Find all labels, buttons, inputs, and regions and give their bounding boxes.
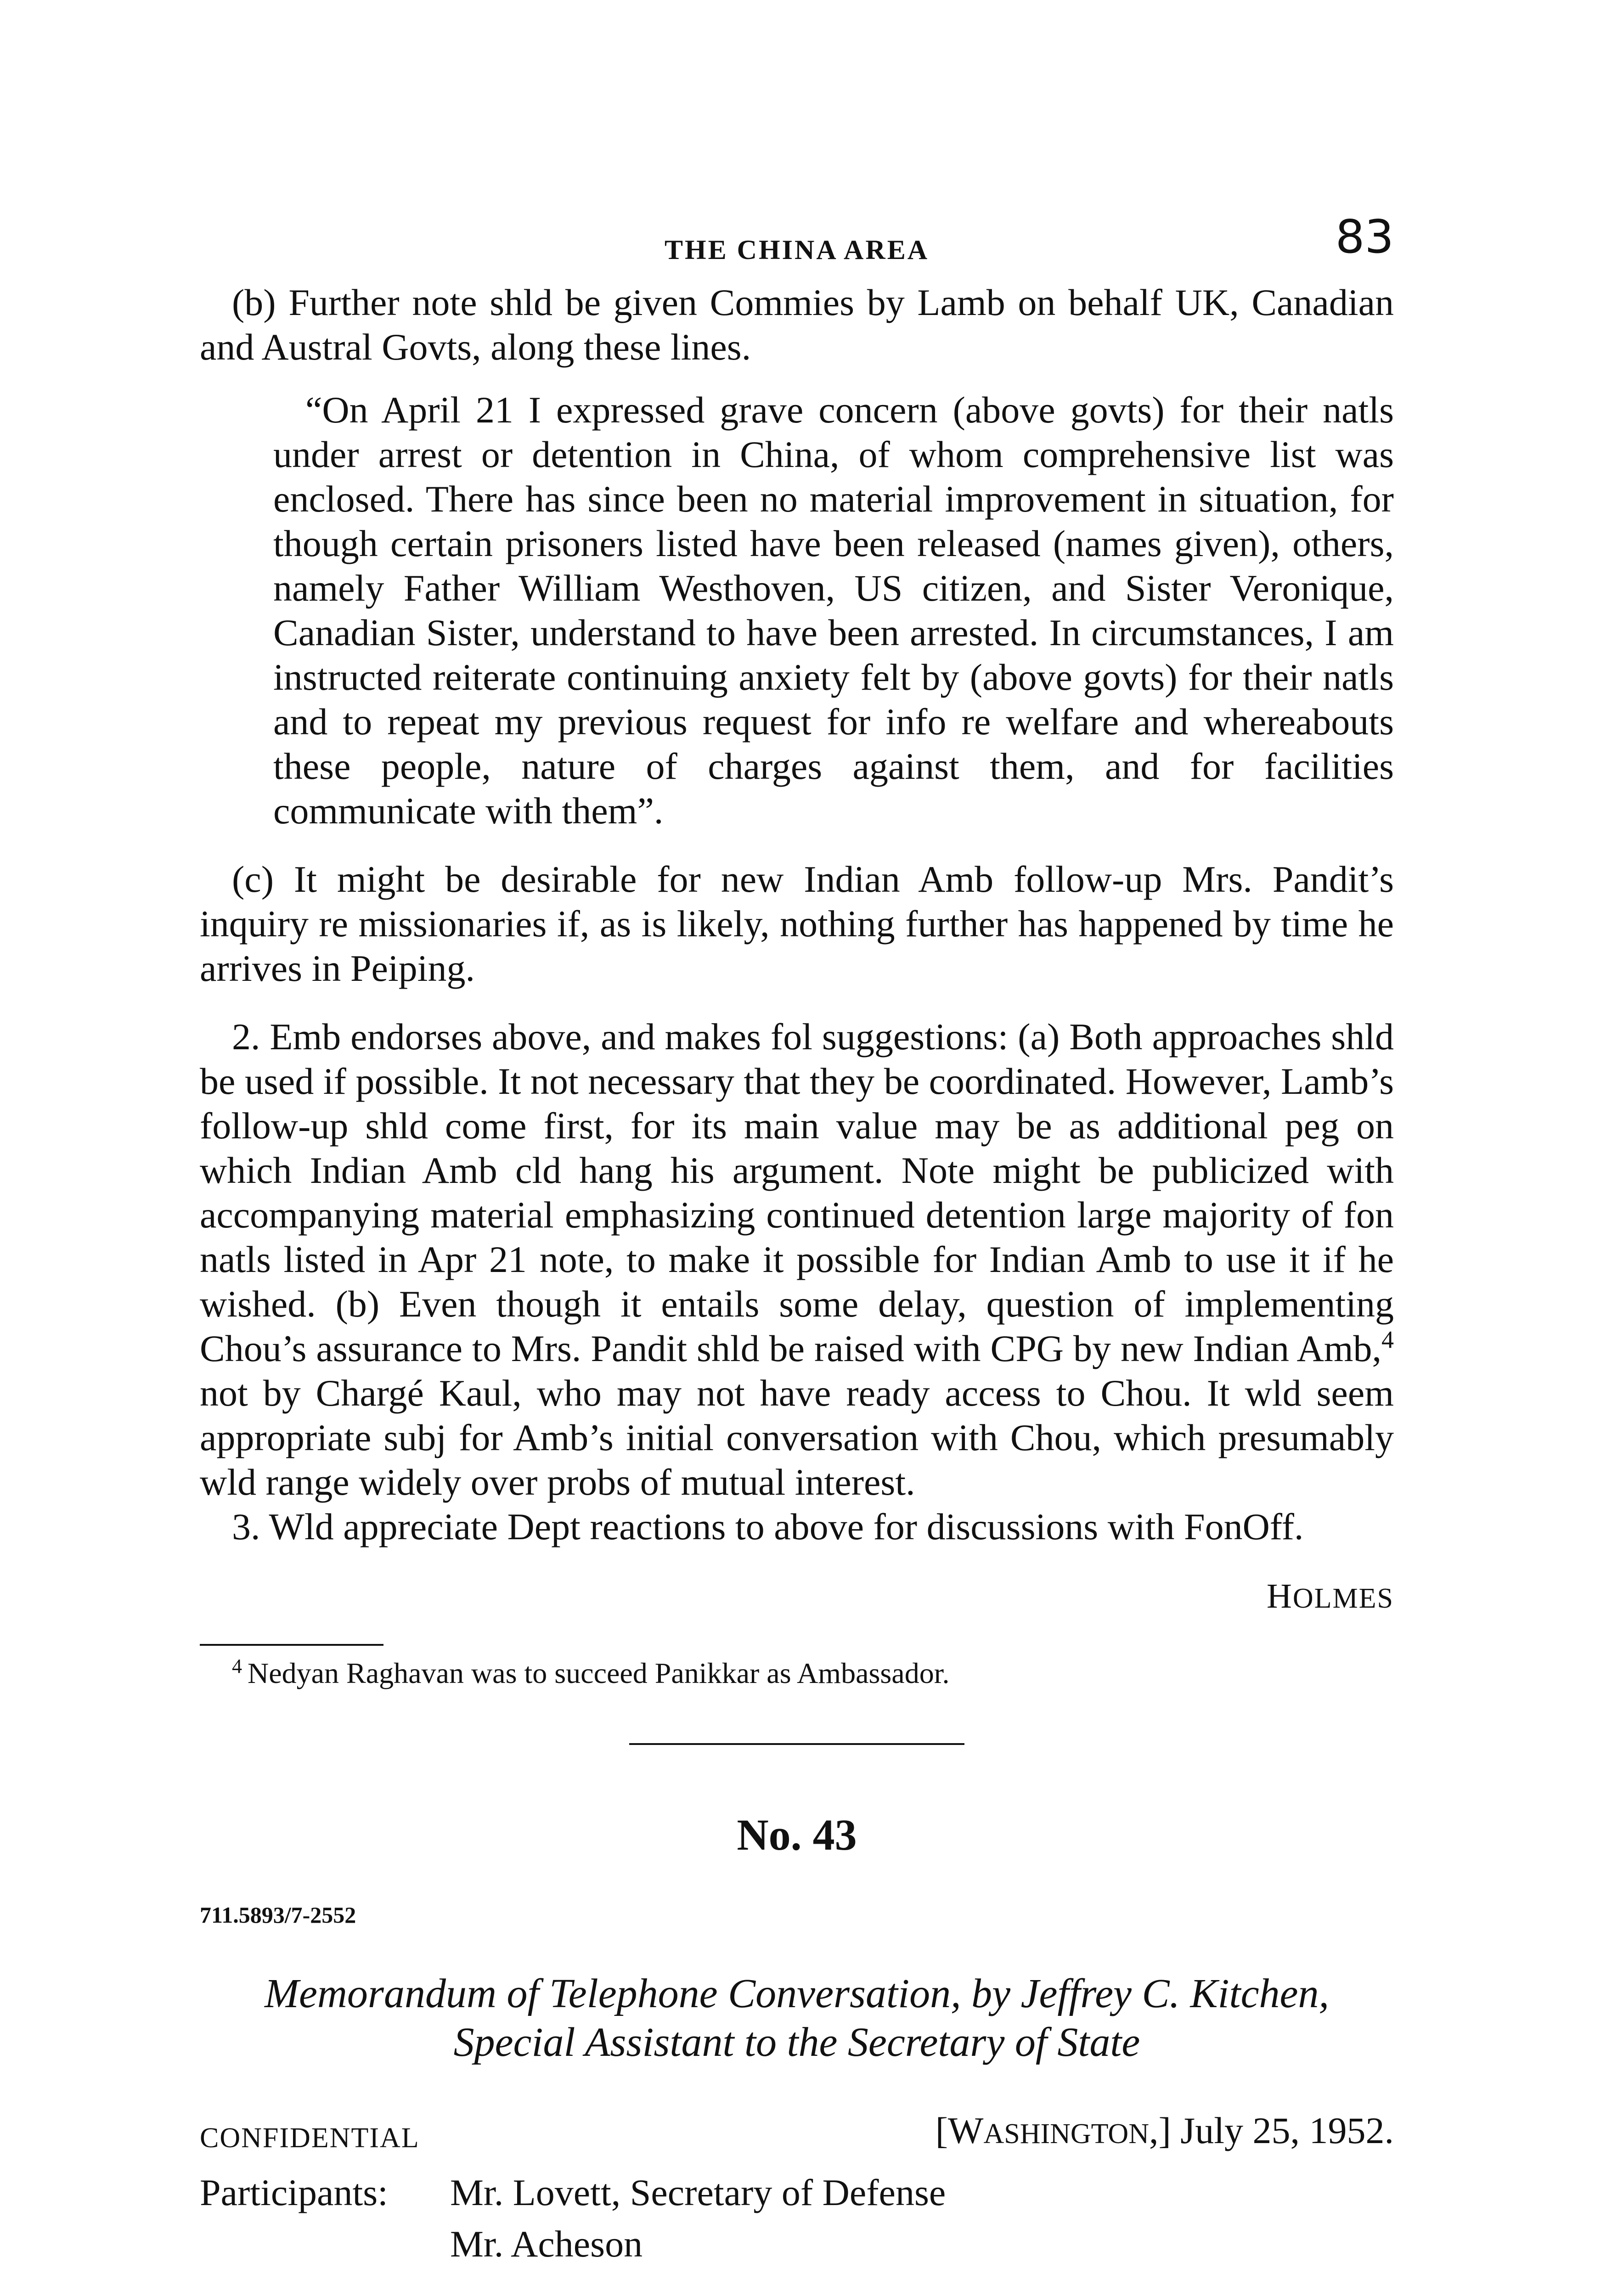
paragraph-2-part-2: not by Chargé Kaul, who may not have ready access to Chou. It wld seem appropriate subj for Amb’s initial conversation with Chou, which presumably wld range widely over probs of mutual interest.: [200, 1372, 1394, 1503]
paragraph-3: 3. Wld appreciate Dept reactions to above for discussions with FonOff.: [232, 1506, 1304, 1548]
footnote-marker: 4: [232, 1654, 242, 1677]
footnote-reference: 4: [1381, 1326, 1394, 1354]
document-heading-line-2: Special Assistant to the Secretary of State: [453, 2020, 1140, 2065]
footnote-divider: [200, 1644, 383, 1646]
dateline: [200, 2109, 1394, 2160]
participants-block: [200, 2167, 1394, 2270]
footnote: [200, 1654, 1394, 1693]
date-bracket-close: ,]: [1149, 2110, 1171, 2151]
section-divider: [629, 1743, 964, 1745]
date-text: July 25, 1952.: [1171, 2110, 1394, 2151]
running-title: THE CHINA AREA: [664, 235, 930, 265]
place-and-date: [936, 2109, 1394, 2152]
participants-label: Participants:: [200, 2172, 388, 2213]
participant: Mr. Lovett, Secretary of Defense: [450, 2172, 946, 2213]
document-heading-line-1: Memorandum of Telephone Conversation, by Jeffrey C. Kitchen,: [265, 1971, 1329, 2016]
paragraph-c: (c) It might be desirable for new Indian Amb follow-up Mrs. Pandit’s inquiry re missionaries if, as is likely, nothing further has happened by time he arrives in Peiping.: [200, 858, 1394, 989]
quoted-note: “On April 21 I expressed grave concern (above govts) for their natls under arrest or detention in China, of whom comprehensive list was enclosed. There has since been no material improvement in situation, for though certain prisoners listed have been released (names given), others, namely Father William Westhoven, US citizen, and Sister Veronique, Canadian Sister, understand to have been arrested. In circumstances, I am instructed reiterate continuing anxiety felt by (above govts) for their natls and to repeat my previous request for info re welfare and whereabouts these people, nature of charges against them, and for facilities communicate with them”.: [273, 389, 1394, 832]
footnote-text: Nedyan Raghavan was to succeed Panikkar as Ambassador.: [248, 1657, 950, 1689]
signature: [200, 1576, 1394, 1616]
classification-label: CONFIDENTIAL: [200, 2122, 420, 2154]
participants-list: [450, 2167, 946, 2270]
signature-rest: OLMES: [1292, 1583, 1394, 1614]
document-number: No. 43: [737, 1810, 857, 1859]
place-initial: W: [948, 2110, 984, 2151]
running-head: [200, 211, 1394, 280]
paragraph-2: [200, 1014, 1394, 1504]
date-bracket-open: [: [935, 2110, 948, 2151]
file-number: 711.5893/7-2552: [200, 1902, 356, 1928]
page-number: 83: [1335, 210, 1394, 264]
signature-initial: H: [1266, 1577, 1293, 1615]
paragraph-2-part-1: 2. Emb endorses above, and makes fol suggestions: (a) Both approaches shld be used if possible. It not necessary that they be coordinated. However, Lamb’s follow-up shld come first, for its main value may be as additional peg on which Indian Amb cld hang his argument. Note might be publicized with accompanying material emphasizing continued detention large majority of fon natls listed in Apr 21 note, to make it possible for Indian Amb to use it if he wished. (b) Even though it entails some delay, question of implementing Chou’s assurance to Mrs. Pandit shld be raised with CPG by new Indian Amb,: [200, 1016, 1394, 1369]
document-page: [200, 211, 1394, 2270]
participant: Mr. Acheson: [450, 2223, 643, 2265]
place-rest: ASHINGTON: [983, 2118, 1149, 2150]
document-heading: [200, 1970, 1394, 2067]
paragraph-b: (b) Further note shld be given Commies by Lamb on behalf UK, Canadian and Austral Govts, along these lines.: [200, 281, 1394, 368]
